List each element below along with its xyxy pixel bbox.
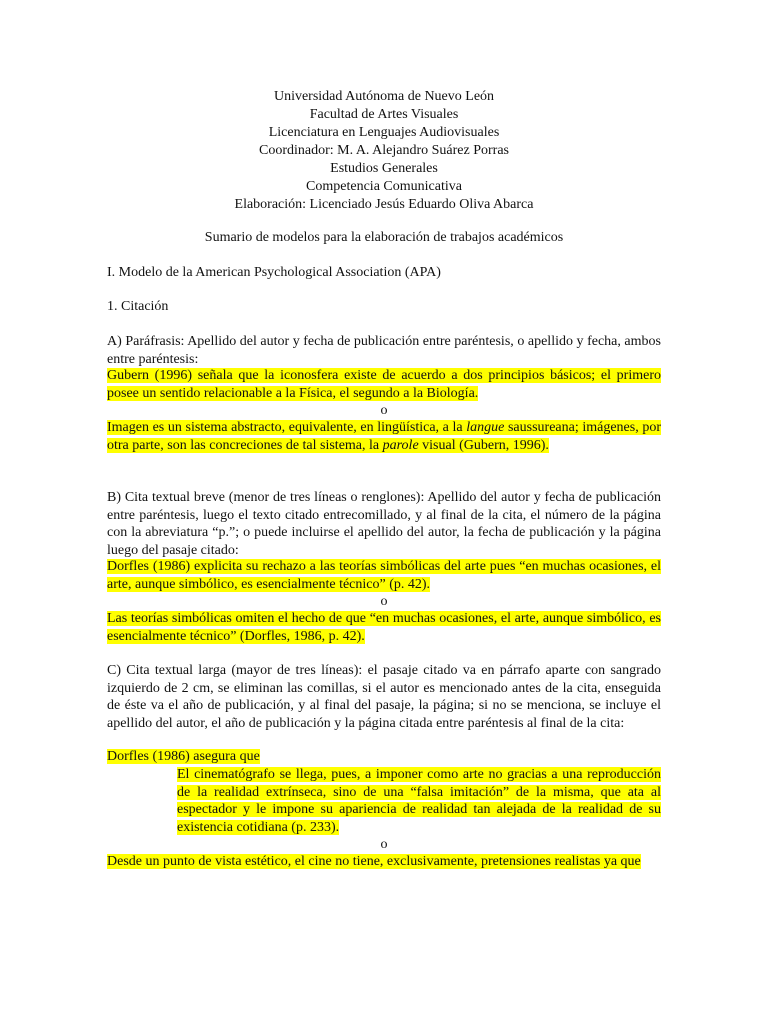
paraphrase-example-1-text: Gubern (1996) señala que la iconosfera existe de acuerdo a dos principios básicos; el primero posee un sentido relacionable a la Física, el segundo a la Biología. — [107, 368, 661, 401]
separator-or: o — [380, 594, 388, 609]
paraphrase-example-2-part1: Imagen es un sistema abstracto, equivalente, en lingüística, a la — [107, 420, 467, 435]
long-quote-intro: C) Cita textual larga (mayor de tres líneas): el pasaje citado va en párrafo aparte con sangrado izquierdo de 2 cm, se eliminan las comillas, si el autor es mencionado antes de la cita, enseguida de éste va el año de publicación, y al final del pasaje, la página; si no se menciona, se incluye el apellido del autor, el año de publicación y la página citada entre paréntesis al final de la cita: — [107, 663, 661, 731]
header-degree: Licenciatura en Lenguajes Audiovisuales — [268, 125, 500, 140]
short-quote-intro: B) Cita textual breve (menor de tres líneas o renglones): Apellido del autor y fecha de publicación entre paréntesis, luego el texto citado entrecomillado, y al final de la cita, el número de la página con la abreviatura “p.”; o puede incluirse el apellido del autor, la fecha de publicación y la página luego del pasaje citado: — [107, 490, 661, 558]
paraphrase-example-2-part2: saussureana; imágenes, por otra parte, son las concreciones de tal sistema, la — [107, 420, 661, 453]
header-studies: Estudios Generales — [330, 161, 438, 176]
paraphrase-example-2-italic2: parole — [382, 437, 419, 453]
document-header — [0, 88, 768, 214]
short-quote-example-2-text: Las teorías simbólicas omiten el hecho de que “en muchas ocasiones, el arte, aunque simbólico, es esencialmente técnico” (Dorfles, 1986, p. 42). — [107, 611, 661, 644]
subsection-heading: 1. Citación — [107, 299, 169, 314]
separator-or: o — [380, 837, 388, 852]
short-quote-example-1-text: Dorfles (1986) explicita su rechazo a las teorías simbólicas del arte pues “en muchas ocasiones, el arte, aunque simbólico, es esencialmente técnico” (p. 42). — [107, 559, 661, 592]
paraphrase-example-2-text — [107, 420, 661, 453]
long-quote-block — [177, 766, 661, 836]
long-quote-example-2-text: Desde un punto de vista estético, el cine no tiene, exclusivamente, pretensiones realistas ya que — [107, 854, 641, 869]
paraphrase-example-1 — [107, 367, 661, 402]
header-faculty: Facultad de Artes Visuales — [309, 107, 459, 122]
short-quote-example-2 — [107, 610, 661, 645]
long-quote-lead — [107, 748, 661, 766]
separator-or: o — [380, 403, 388, 418]
paraphrase-intro: A) Paráfrasis: Apellido del autor y fecha de publicación entre paréntesis, o apellido y fecha, ambos entre paréntesis: — [107, 334, 661, 367]
long-quote-example-2 — [107, 853, 661, 871]
header-university: Universidad Autónoma de Nuevo León — [273, 89, 495, 104]
long-quote-lead-text: Dorfles (1986) asegura que — [107, 749, 260, 764]
document-title: Sumario de modelos para la elaboración de trabajos académicos — [204, 230, 564, 245]
long-quote-block-text: El cinematógrafo se llega, pues, a imponer como arte no gracias a una reproducción de la realidad extrínseca, sino de una “falsa imitación” de la misma, que ata al espectador y le impone su apariencia de realidad tan alejada de la realidad de su existencia cotidiana (p. 233). — [177, 767, 661, 835]
header-author: Elaboración: Licenciado Jesús Eduardo Oliva Abarca — [234, 197, 534, 212]
header-coordinator: Coordinador: M. A. Alejandro Suárez Porras — [258, 143, 509, 158]
paraphrase-example-2-part3: visual (Gubern, 1996). — [418, 437, 549, 453]
section-heading: I. Modelo de la American Psychological Association (APA) — [107, 265, 441, 280]
header-competence: Competencia Comunicativa — [306, 179, 462, 194]
short-quote-example-1 — [107, 558, 661, 593]
paraphrase-example-2-italic1: langue — [466, 420, 505, 435]
paraphrase-example-2 — [107, 419, 661, 454]
